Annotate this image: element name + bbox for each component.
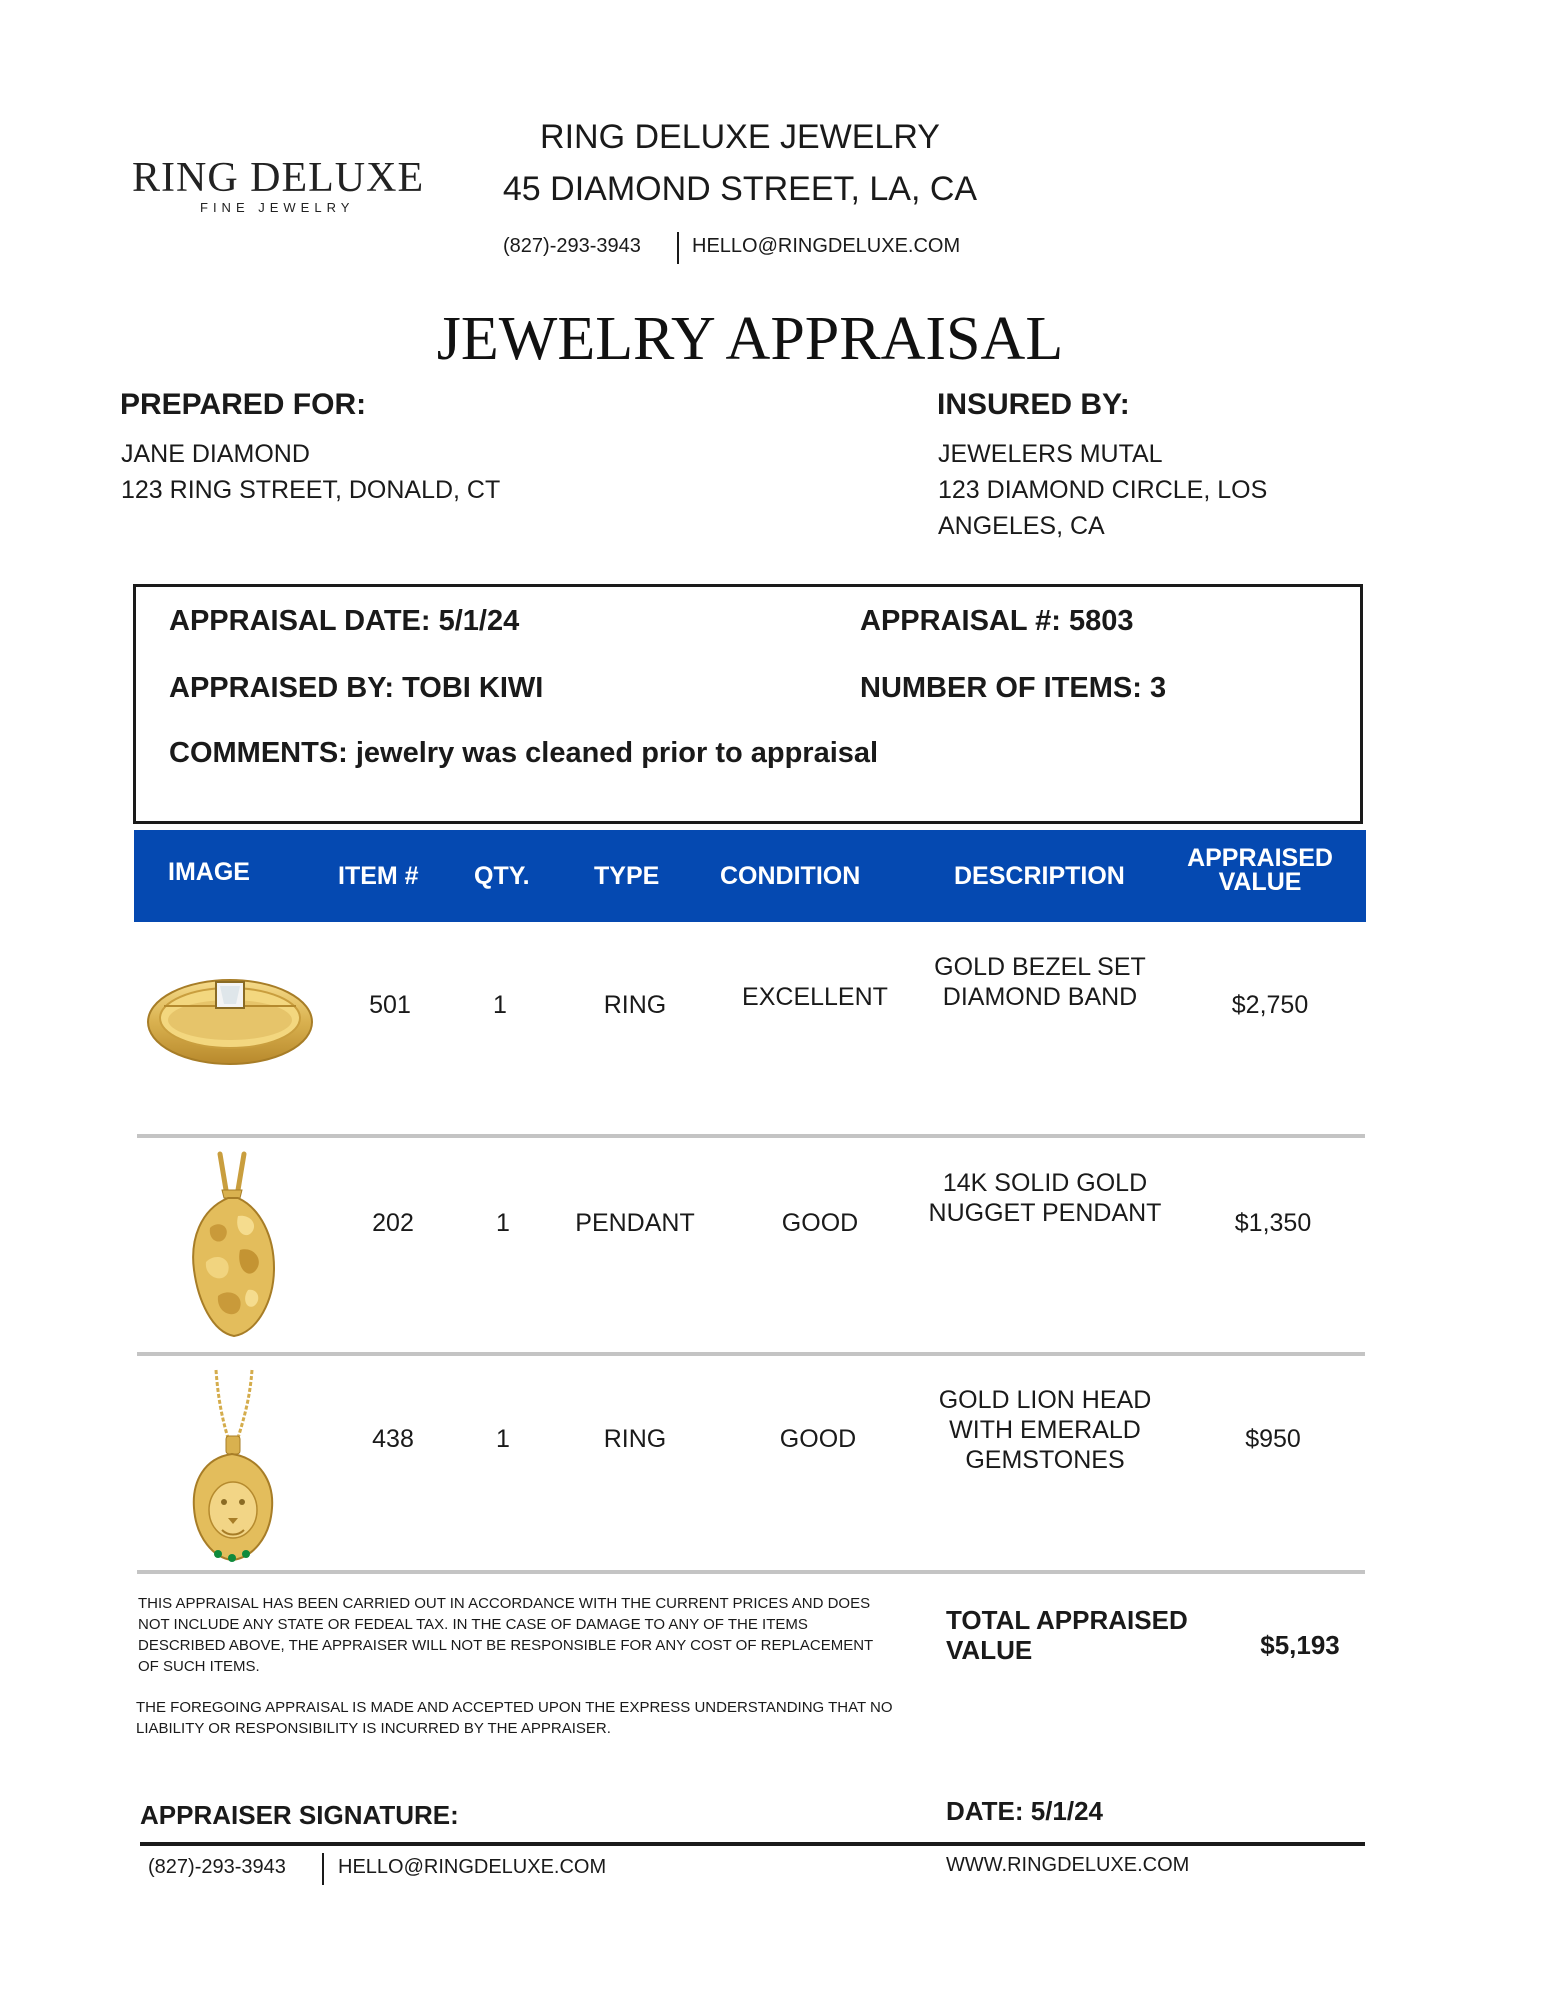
row1-desc-line1: GOLD BEZEL SET [934,953,1146,981]
insured-by-address-line2: ANGELES, CA [938,512,1105,540]
total-appraised-label [946,1605,1206,1665]
col-item: ITEM # [338,862,419,890]
col-type: TYPE [594,862,660,890]
prepared-for-name: JANE DIAMOND [121,440,310,468]
row1-value: $2,750 [1231,991,1309,1019]
row1-desc-line2: DIAMOND BAND [942,983,1138,1011]
row3-desc-line1: GOLD LION HEAD [938,1386,1152,1414]
header-email[interactable]: HELLO@RINGDELUXE.COM [692,235,961,257]
row3-qty: 1 [496,1425,510,1453]
nugget-pendant-icon [178,1150,288,1340]
row1-qty: 1 [493,991,507,1019]
row3-condition: GOOD [779,1425,857,1453]
insured-by-heading: INSURED BY: [937,388,1130,421]
appraisal-date: APPRAISAL DATE: 5/1/24 [169,605,520,637]
footer-email[interactable]: HELLO@RINGDELUXE.COM [338,1856,607,1878]
disclaimer-tax: THIS APPRAISAL HAS BEEN CARRIED OUT IN ACCORDANCE WITH THE CURRENT PRICES AND DOES NOT INCLUDE ANY STATE OR FEDEAL TAX. IN THE CASE OF DAMAGE TO ANY OF THE ITEMS DESCRIBED ABOVE, THE APPRAISER WILL NOT BE RESPONSIBLE FOR ANY COST OF REPLACEMENT OF SUCH ITEMS. [138,1595,873,1675]
total-label-line2: VALUE [946,1635,1033,1665]
company-name: RING DELUXE JEWELRY [540,118,940,156]
row3-desc-line2: WITH EMERALD [949,1416,1141,1444]
item-image-pendant [178,1150,288,1340]
row1-type: RING [603,991,667,1019]
item-image-lion [182,1368,282,1568]
header-divider [677,232,679,264]
signature-line [140,1842,1365,1846]
document-title: JEWELRY APPRAISAL [436,305,1064,373]
col-appraised-value-line1: APPRAISED [1187,844,1333,872]
row-divider [137,1352,1365,1356]
item-image-ring [140,960,320,1080]
row-divider [137,1570,1365,1574]
insured-by-address-line1: 123 DIAMOND CIRCLE, LOS [938,476,1268,504]
appraisal-number: APPRAISAL #: 5803 [860,605,1134,637]
row2-value: $1,350 [1234,1209,1312,1237]
row2-condition: GOOD [781,1209,859,1237]
row3-type: RING [603,1425,667,1453]
row1-description [920,952,1160,1012]
col-description: DESCRIPTION [954,862,1125,890]
total-appraised-value: $5,193 [1260,1630,1340,1660]
company-address: 45 DIAMOND STREET, LA, CA [502,170,978,208]
col-qty: QTY. [474,862,530,890]
insured-by-name: JEWELERS MUTAL [938,440,1163,468]
prepared-for-heading: PREPARED FOR: [120,388,367,421]
row1-condition: EXCELLENT [742,983,888,1011]
row2-description [915,1168,1175,1228]
row3-description [915,1385,1175,1475]
col-condition: CONDITION [720,862,861,890]
total-label-line1: TOTAL APPRAISED [946,1605,1188,1635]
row2-desc-line1: 14K SOLID GOLD [942,1169,1148,1197]
number-of-items: NUMBER OF ITEMS: 3 [860,672,1167,704]
col-appraised-value [1180,846,1340,894]
header-phone: (827)-293-3943 [503,235,641,257]
row3-desc-line3: GEMSTONES [965,1446,1125,1474]
comments: COMMENTS: jewelry was cleaned prior to appraisal [169,737,879,769]
col-image: IMAGE [168,858,250,886]
prepared-for-address: 123 RING STREET, DONALD, CT [121,476,501,504]
lion-pendant-icon [182,1368,282,1568]
row1-item: 501 [369,991,411,1019]
row3-value: $950 [1245,1425,1301,1453]
row2-qty: 1 [496,1209,510,1237]
row-divider [137,1134,1365,1138]
row2-desc-line2: NUGGET PENDANT [928,1199,1162,1227]
appraiser-signature-label: APPRAISER SIGNATURE: [140,1800,459,1830]
col-appraised-value-line2: VALUE [1218,868,1302,896]
disclaimer-liability: THE FOREGOING APPRAISAL IS MADE AND ACCEPTED UPON THE EXPRESS UNDERSTANDING THAT NO LIABILITY OR RESPONSIBILITY IS INCURRED BY THE APPRAISER. [136,1699,893,1737]
logo-wordmark: RING DELUXE [132,155,425,201]
logo-tagline: FINE JEWELRY [200,200,355,215]
row3-item: 438 [372,1425,414,1453]
table-header [134,830,1366,922]
row2-item: 202 [372,1209,414,1237]
footer-website[interactable]: WWW.RINGDELUXE.COM [946,1854,1190,1876]
appraised-by: APPRAISED BY: TOBI KIWI [169,672,544,704]
signature-date: DATE: 5/1/24 [946,1796,1104,1826]
row2-type: PENDANT [575,1209,695,1237]
footer-phone: (827)-293-3943 [148,1856,286,1878]
gold-ring-icon [140,960,320,1080]
footer-divider [322,1853,324,1885]
